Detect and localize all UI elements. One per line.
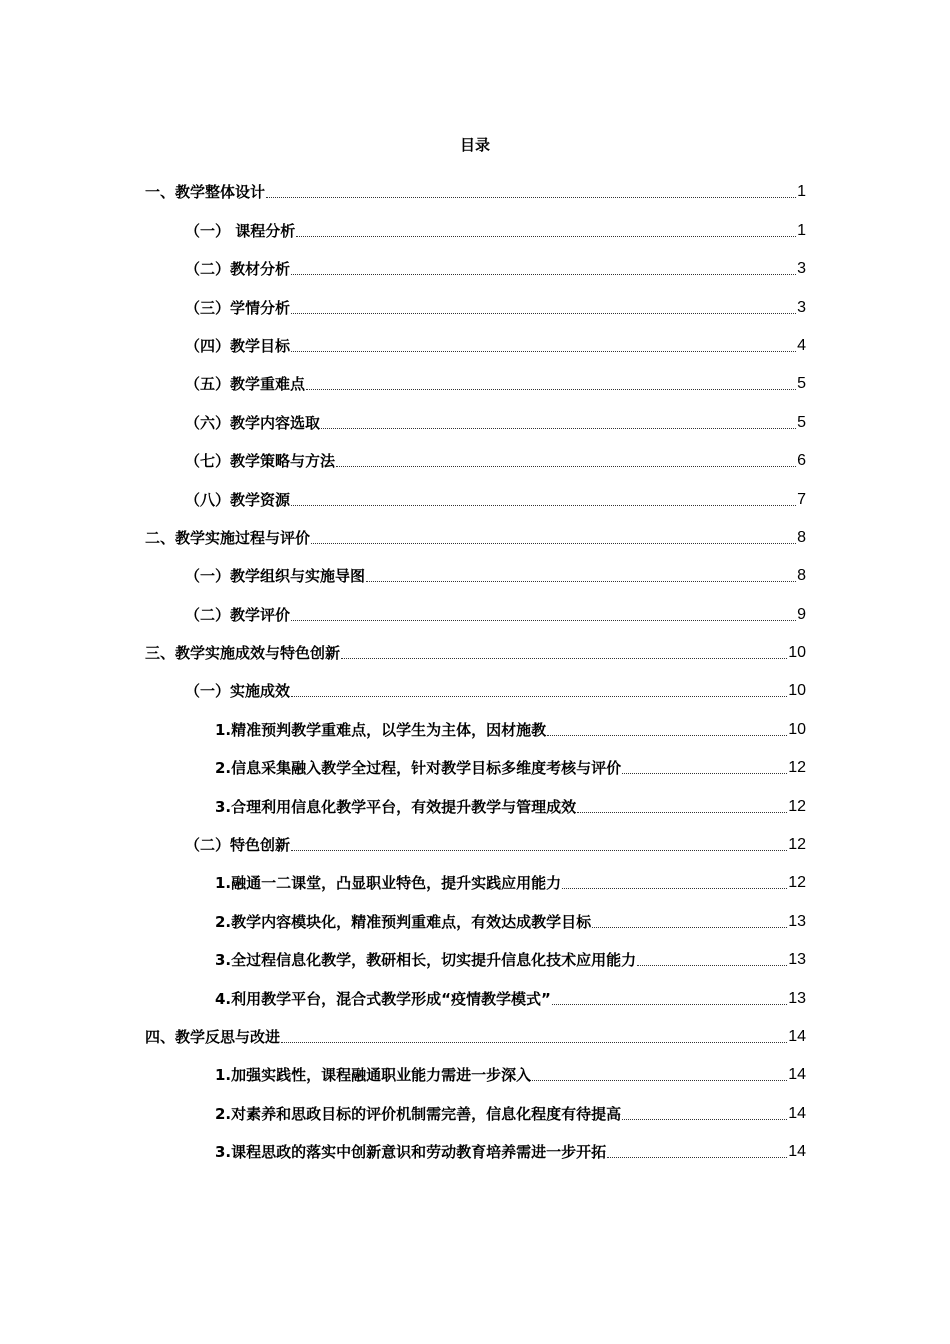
toc-dot-leader — [336, 466, 796, 467]
toc-title: 目录 — [459, 136, 490, 154]
toc-entry-page-number: 14 — [788, 1104, 806, 1122]
toc-entry-page-number: 13 — [788, 951, 806, 969]
toc-entry-label: 3.合理利用信息化教学平台，有效提升教学与管理成效 — [215, 797, 577, 816]
toc-dot-leader — [366, 581, 796, 582]
toc-entry-label: 2.对素养和思政目标的评价机制需完善，信息化程度有待提高 — [215, 1104, 622, 1123]
toc-entry[interactable] — [0, 863, 950, 901]
toc-entry-page-number: 13 — [788, 989, 806, 1007]
toc-dot-leader — [637, 965, 787, 966]
toc-entry-label: 2.信息采集融入教学全过程，针对教学目标多维度考核与评价 — [215, 759, 622, 778]
toc-entry[interactable] — [0, 671, 950, 709]
toc-entry-page-number: 8 — [797, 528, 806, 546]
toc-entry-label: （六）教学内容选取 — [185, 413, 321, 432]
toc-dot-leader — [306, 389, 796, 390]
toc-entry[interactable] — [0, 249, 950, 287]
toc-entry-label: 1.加强实践性，课程融通职业能力需进一步深入 — [215, 1066, 532, 1085]
toc-entry-label: 四、教学反思与改进 — [145, 1027, 281, 1046]
toc-entry[interactable] — [0, 326, 950, 364]
toc-dot-leader — [552, 1004, 787, 1005]
toc-entry-label: 1.精准预判教学重难点，以学生为主体，因材施教 — [215, 720, 547, 739]
toc-entry[interactable] — [0, 786, 950, 824]
toc-list — [0, 172, 950, 1170]
toc-entry[interactable] — [0, 633, 950, 671]
toc-entry-page-number: 12 — [788, 759, 806, 777]
toc-dot-leader — [291, 505, 796, 506]
toc-dot-leader — [622, 1119, 787, 1120]
toc-entry[interactable] — [0, 518, 950, 556]
toc-dot-leader — [291, 313, 796, 314]
toc-entry-page-number: 6 — [797, 452, 806, 470]
toc-entry[interactable] — [0, 825, 950, 863]
toc-entry-label: （二）教材分析 — [185, 260, 291, 279]
toc-entry-page-number: 13 — [788, 912, 806, 930]
toc-dot-leader — [291, 274, 796, 275]
toc-dot-leader — [622, 773, 787, 774]
toc-entry-label: 3.全过程信息化教学，教研相长，切实提升信息化技术应用能力 — [215, 951, 637, 970]
toc-entry-page-number: 5 — [797, 375, 806, 393]
toc-entry-page-number: 3 — [797, 298, 806, 316]
toc-entry[interactable] — [0, 402, 950, 440]
toc-dot-leader — [291, 351, 796, 352]
toc-dot-leader — [607, 1157, 787, 1158]
toc-entry[interactable] — [0, 556, 950, 594]
toc-entry-label: 二、教学实施过程与评价 — [145, 528, 311, 547]
toc-entry-page-number: 12 — [788, 797, 806, 815]
toc-entry-label: 3.课程思政的落实中创新意识和劳动教育培养需进一步开拓 — [215, 1143, 607, 1162]
toc-entry[interactable] — [0, 1093, 950, 1131]
toc-dot-leader — [291, 850, 787, 851]
toc-entry[interactable] — [0, 940, 950, 978]
toc-entry[interactable] — [0, 210, 950, 248]
toc-entry-label: （一）教学组织与实施导图 — [185, 567, 366, 586]
toc-dot-leader — [532, 1080, 787, 1081]
toc-entry-page-number: 14 — [788, 1143, 806, 1161]
toc-entry-page-number: 14 — [788, 1066, 806, 1084]
toc-entry-page-number: 4 — [797, 336, 806, 354]
toc-entry-page-number: 12 — [788, 836, 806, 854]
toc-entry-page-number: 10 — [788, 644, 806, 662]
toc-entry-page-number: 1 — [797, 183, 806, 201]
toc-entry-page-number: 5 — [797, 413, 806, 431]
toc-dot-leader — [592, 927, 787, 928]
toc-dot-leader — [562, 888, 787, 889]
toc-entry[interactable] — [0, 1132, 950, 1170]
toc-entry[interactable] — [0, 594, 950, 632]
toc-entry[interactable] — [0, 287, 950, 325]
toc-dot-leader — [341, 658, 787, 659]
toc-entry-page-number: 1 — [797, 221, 806, 239]
toc-entry-label: （四）教学目标 — [185, 336, 291, 355]
toc-entry-page-number: 14 — [788, 1027, 806, 1045]
toc-entry[interactable] — [0, 978, 950, 1016]
toc-entry-page-number: 3 — [797, 260, 806, 278]
toc-entry-label: （二）特色创新 — [185, 836, 291, 855]
toc-dot-leader — [266, 197, 796, 198]
toc-entry-label: 4.利用教学平台，混合式教学形成“疫情教学模式” — [215, 989, 551, 1008]
toc-entry-page-number: 8 — [797, 567, 806, 585]
toc-entry-label: （一） 课程分析 — [185, 221, 296, 240]
toc-dot-leader — [296, 236, 796, 237]
toc-dot-leader — [281, 1042, 787, 1043]
toc-entry-label: 三、教学实施成效与特色创新 — [145, 644, 341, 663]
toc-dot-leader — [547, 735, 787, 736]
toc-entry-label: （八）教学资源 — [185, 490, 291, 509]
toc-entry-label: 一、教学整体设计 — [145, 183, 266, 202]
toc-entry-label: （一）实施成效 — [185, 682, 291, 701]
toc-dot-leader — [577, 812, 787, 813]
toc-entry-page-number: 10 — [788, 720, 806, 738]
toc-dot-leader — [291, 696, 787, 697]
toc-entry[interactable] — [0, 1055, 950, 1093]
toc-entry[interactable] — [0, 709, 950, 747]
toc-dot-leader — [291, 620, 796, 621]
toc-dot-leader — [321, 428, 796, 429]
toc-entry-page-number: 12 — [788, 874, 806, 892]
toc-entry-page-number: 9 — [797, 605, 806, 623]
toc-entry[interactable] — [0, 901, 950, 939]
toc-entry[interactable] — [0, 479, 950, 517]
toc-entry-page-number: 10 — [788, 682, 806, 700]
toc-entry-label: （三）学情分析 — [185, 298, 291, 317]
toc-entry[interactable] — [0, 748, 950, 786]
toc-entry[interactable] — [0, 1017, 950, 1055]
toc-entry[interactable] — [0, 364, 950, 402]
toc-entry-label: （二）教学评价 — [185, 605, 291, 624]
toc-entry-label: （五）教学重难点 — [185, 375, 306, 394]
toc-entry-label: 2.教学内容模块化，精准预判重难点，有效达成教学目标 — [215, 912, 592, 931]
toc-entry-label: 1.融通一二课堂，凸显职业特色，提升实践应用能力 — [215, 874, 562, 893]
toc-entry[interactable] — [0, 172, 950, 210]
toc-entry-label: （七）教学策略与方法 — [185, 452, 336, 471]
toc-entry[interactable] — [0, 441, 950, 479]
toc-entry-page-number: 7 — [797, 490, 806, 508]
toc-dot-leader — [311, 543, 796, 544]
